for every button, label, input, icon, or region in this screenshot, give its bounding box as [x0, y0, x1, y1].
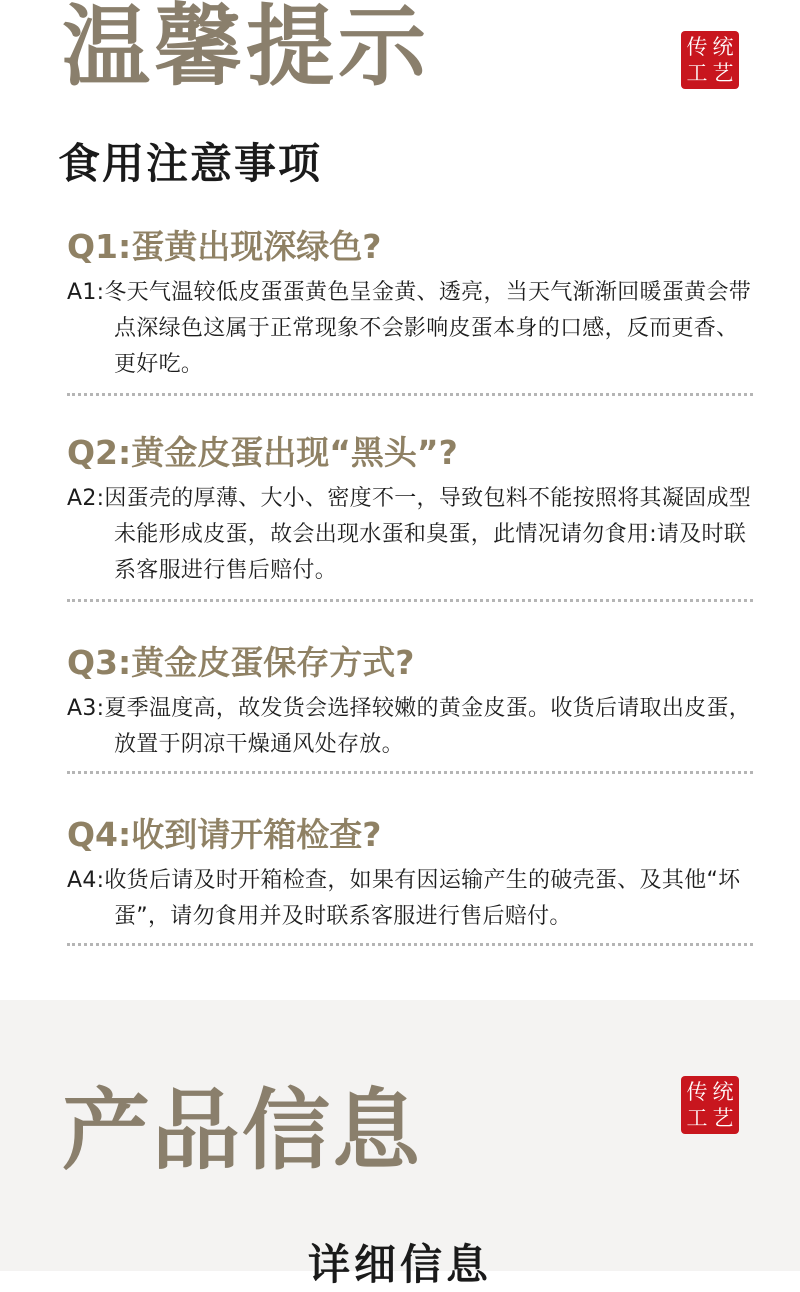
seal-char: 工	[686, 60, 708, 85]
seal-char: 传	[686, 1079, 708, 1104]
faq-answer: A4:收货后请及时开箱检查，如果有因运输产生的破壳蛋、及其他“坏蛋”，请勿食用并及时联系客服进行售后赔付。	[67, 868, 741, 929]
dotted-divider	[67, 943, 753, 946]
faq-answer: A3:夏季温度高，故发货会选择较嫩的黄金皮蛋。收货后请取出皮蛋，放置于阴凉干燥通风处存放。	[67, 696, 752, 757]
notice-title: 温馨提示	[62, 0, 431, 98]
faq-question: Q3:黄金皮蛋保存方式?	[67, 643, 415, 682]
seal-char: 工	[686, 1105, 708, 1130]
seal-char: 统	[712, 1079, 734, 1104]
seal-char: 艺	[712, 1105, 734, 1130]
seal-stamp	[681, 1076, 739, 1134]
seal-char: 统	[712, 34, 734, 59]
faq-answer: A1:冬天气温较低皮蛋蛋黄色呈金黄、透亮，当天气渐渐回暖蛋黄会带点深绿色这属于正常现象不会影响皮蛋本身的口感，反而更香、更好吃。	[67, 280, 752, 377]
notice-subtitle: 食用注意事项	[58, 139, 323, 188]
dotted-divider	[67, 771, 753, 774]
faq-answer: A2:因蛋壳的厚薄、大小、密度不一，导致包料不能按照将其凝固成型未能形成皮蛋，故会出现水蛋和臭蛋，此情况请勿食用:请及时联系客服进行售后赔付。	[67, 486, 752, 583]
seal-char: 艺	[712, 60, 734, 85]
dotted-divider	[67, 393, 753, 396]
seal-stamp	[681, 31, 739, 89]
detail-info-title: 详细信息	[307, 1240, 492, 1289]
dotted-divider	[67, 599, 753, 602]
faq-item-1	[67, 225, 755, 383]
seal-char: 传	[686, 34, 708, 59]
faq-question: Q4:收到请开箱检查?	[67, 815, 382, 854]
faq-question: Q1:蛋黄出现深绿色?	[67, 227, 382, 266]
faq-item-4	[67, 813, 755, 935]
faq-question: Q2:黄金皮蛋出现“黑头”?	[67, 433, 458, 472]
faq-item-3	[67, 641, 755, 763]
faq-item-2	[67, 431, 755, 589]
product-title: 产品信息	[62, 1078, 423, 1182]
